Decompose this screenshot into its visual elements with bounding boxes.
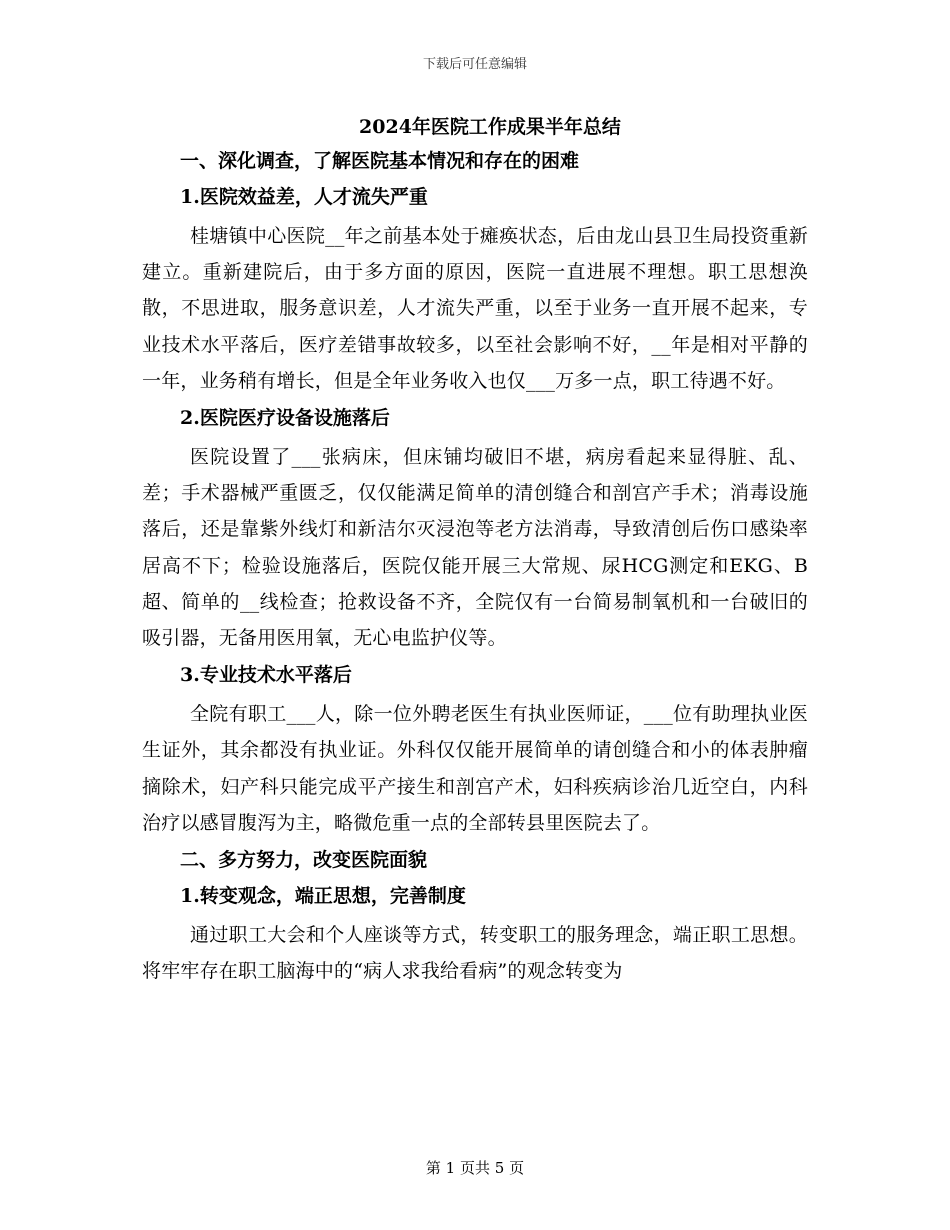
document-title: 2024年医院工作成果半年总结	[359, 116, 621, 138]
document-body	[142, 110, 808, 989]
subsection-heading-1-2: 2.医院医疗设备设施落后	[180, 407, 390, 430]
subsection-heading-1-1: 1.医院效益差，人才流失严重	[180, 186, 428, 208]
section-heading-2: 二、多方努力，改变医院面貌	[180, 849, 428, 872]
paragraph-2-1: 通过职工大会和个人座谈等方式，转变职工的服务理念，端正职工思想。将牢牢存在职工脑海中的“病人求我给看病”的观念转变为	[142, 924, 808, 983]
page-number: 第 1 页共 5 页	[425, 1159, 525, 1177]
section-heading-1: 一、深化调查，了解医院基本情况和存在的困难	[180, 150, 580, 172]
paragraph-1-3: 全院有职工___人，除一位外聘老医生有执业医师证，___位有助理执业医生证外，其余都没有执业证。外科仅仅能开展简单的请创缝合和小的体表肿瘤摘除术，妇产科只能完成平产接生和剖宫产术，妇科疾病诊治几近空白，内科治疗以感冒腹泻为主，略微危重一点的全部转县里医院去了。	[142, 703, 808, 834]
subsection-heading-1-3: 3.专业技术水平落后	[180, 664, 352, 687]
subsection-heading-2-1: 1.转变观念，端正思想，完善制度	[180, 885, 466, 908]
paragraph-1-2: 医院设置了___张病床，但床铺均破旧不堪，病房看起来显得脏、乱、差；手术器械严重匮乏，仅仅能满足简单的清创缝合和剖宫产手术；消毒设施落后，还是靠紫外线灯和新洁尔灭浸泡等老方法消毒，导致清创后伤口感染率居高不下；检验设施落后，医院仅能开展三大常规、尿HCG测定和EKG、B超、简单的__线检查；抢救设备不齐，全院仅有一台简易制氧机和一台破旧的吸引器，无备用医用氧，无心电监护仪等。	[142, 446, 808, 650]
paragraph-1-1: 桂塘镇中心医院__年之前基本处于瘫痪状态，后由龙山县卫生局投资重新建立。重新建院后，由于多方面的原因，医院一直进展不理想。职工思想涣散，不思进取，服务意识差，人才流失严重，以至于业务一直开展不起来，专业技术水平落后，医疗差错事故较多，以至社会影响不好，__年是相对平静的一年，业务稍有增长，但是全年业务收入也仅___万多一点，职工待遇不好。	[142, 225, 808, 392]
page-header-note: 下载后可任意编辑	[422, 57, 527, 72]
